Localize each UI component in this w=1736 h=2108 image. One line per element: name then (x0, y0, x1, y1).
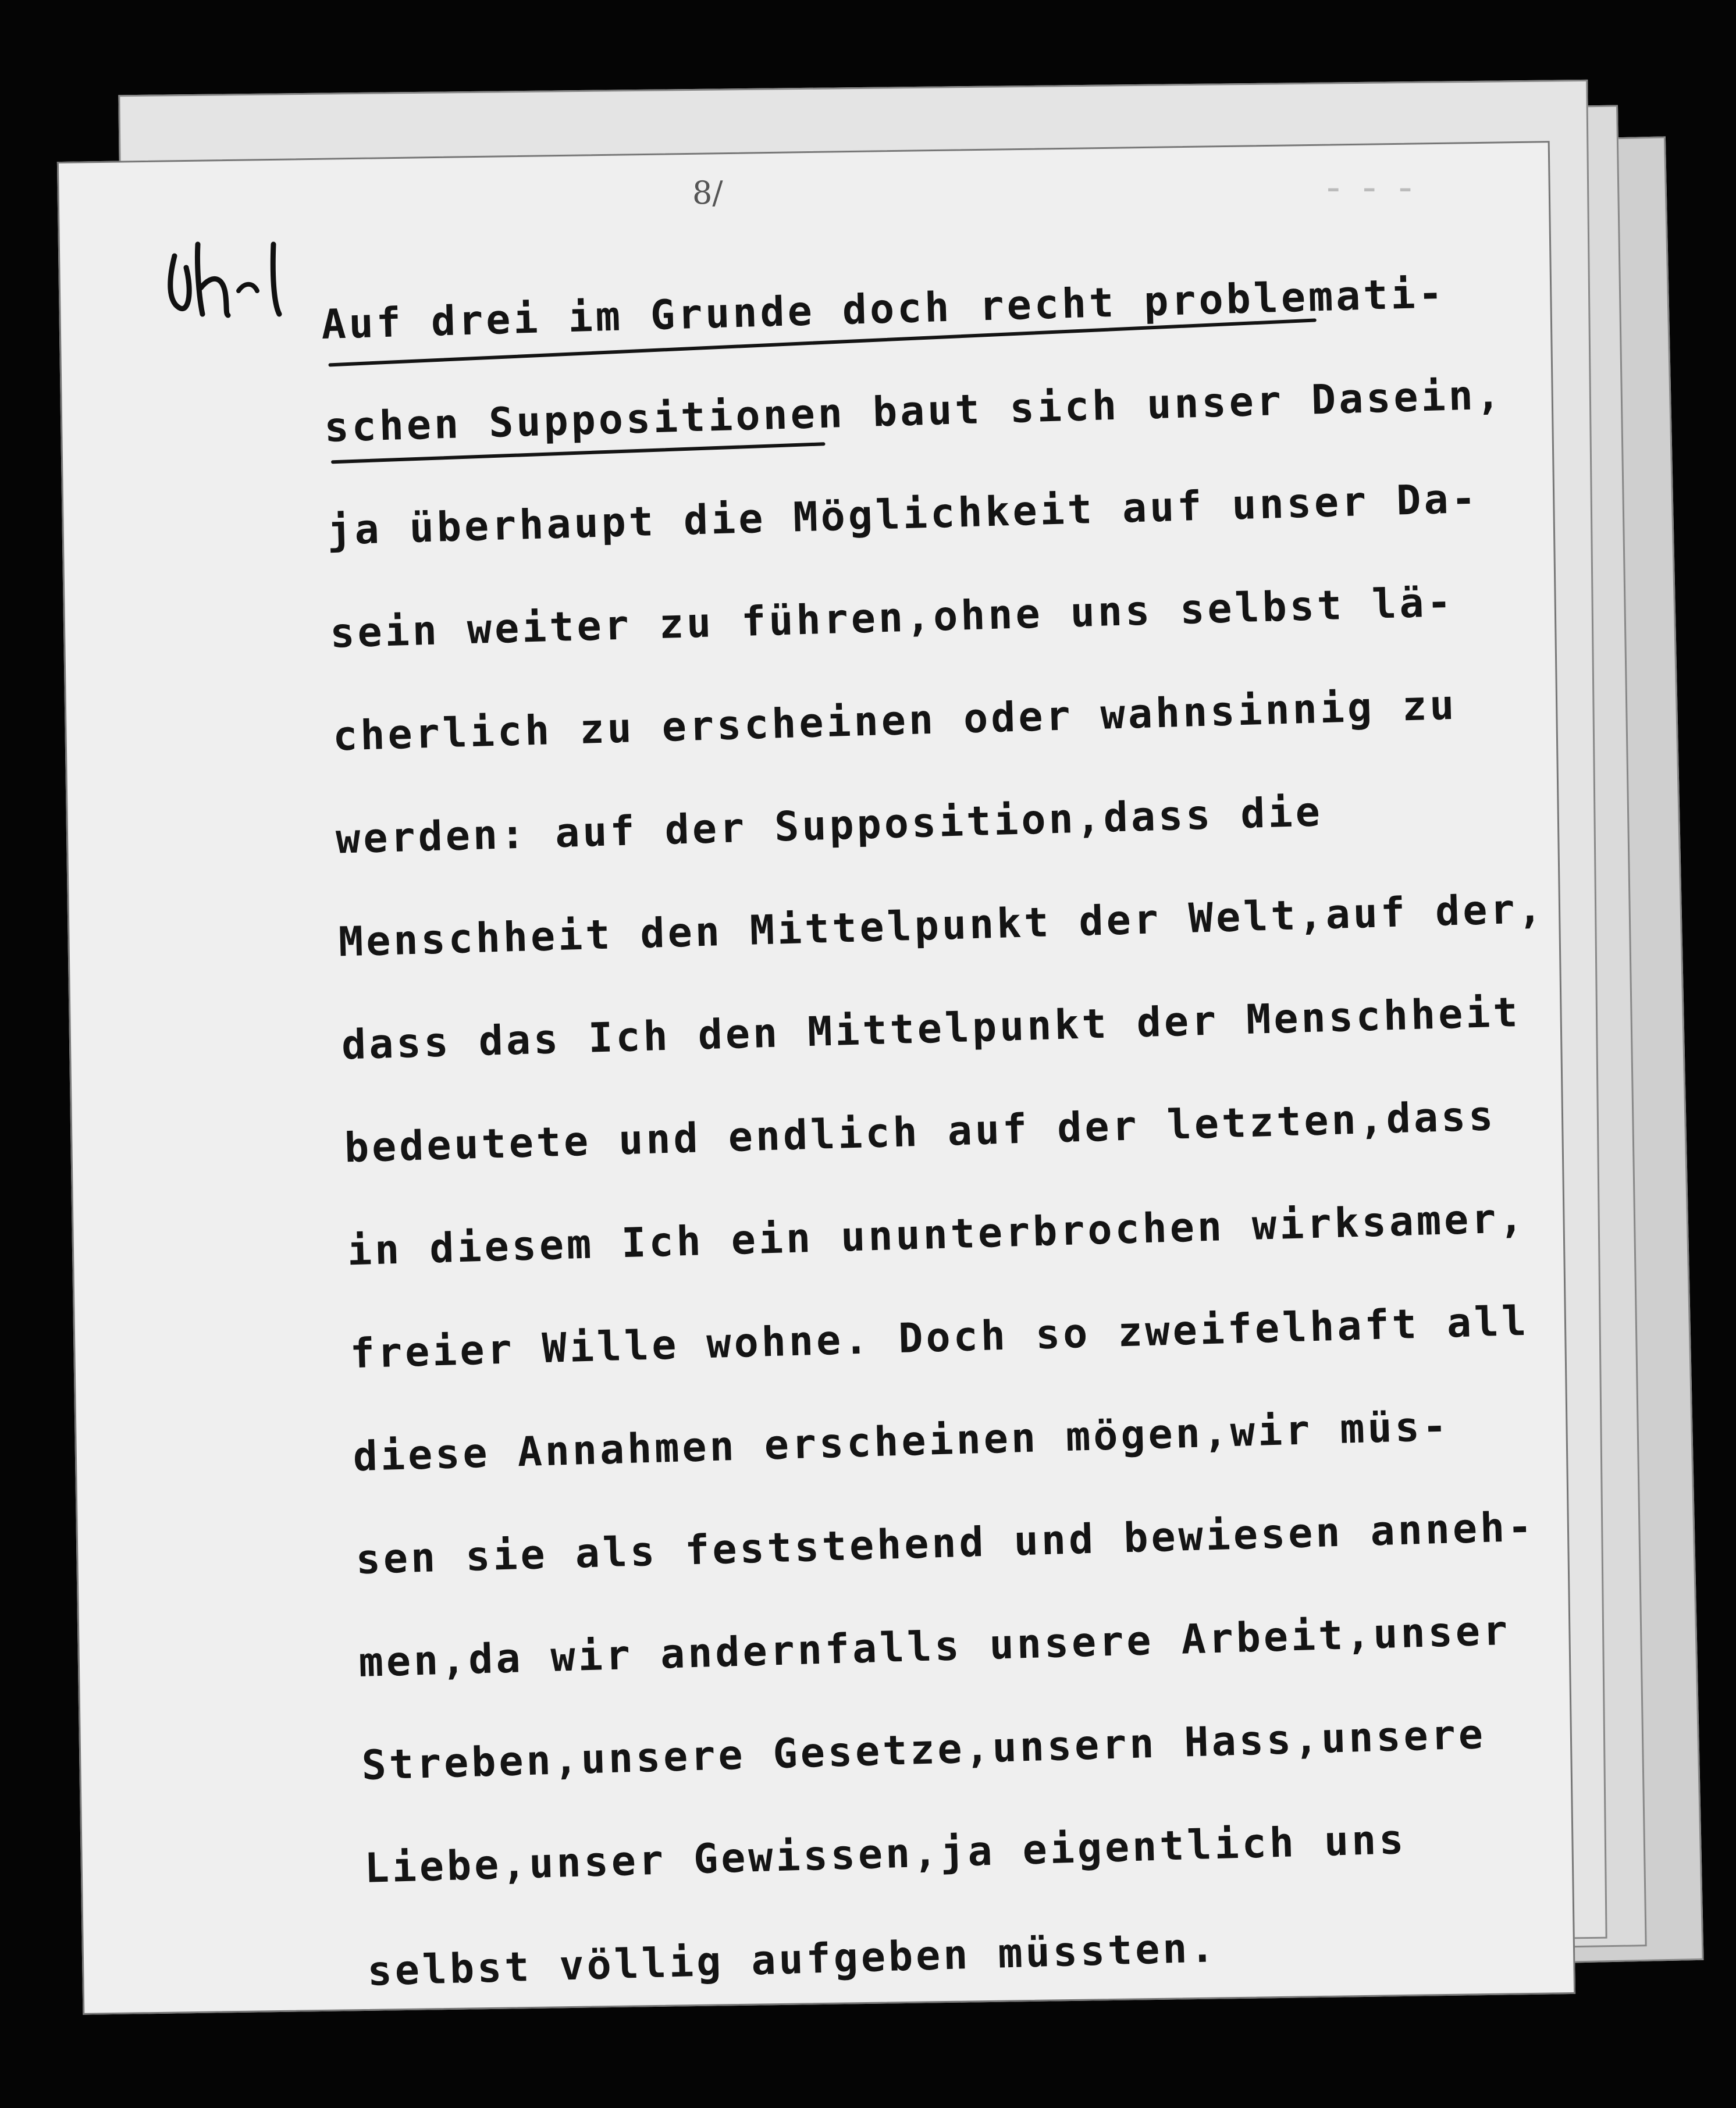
typed-line: werden: auf der Supposition,dass die (335, 788, 1324, 863)
typed-line: cherlich zu erscheinen oder wahnsinnig zu (332, 681, 1458, 760)
typed-paragraph (320, 242, 1546, 2023)
faint-corner-scribble: - - - (1326, 163, 1417, 211)
typed-line: Liebe,unser Gewissen,ja eigentlich uns (364, 1815, 1407, 1892)
typed-line: sein weiter zu führen,ohne uns selbst lä- (329, 578, 1455, 657)
typed-line: diese Annahmen erscheinen mögen,wir müs- (352, 1402, 1450, 1481)
stray-pencil-mark: 8/ (692, 175, 723, 211)
typed-line: Menschheit den Mittelpunkt der Welt,auf der, (337, 884, 1546, 966)
typed-line: in diesem Ich ein ununterbrochen wirksamer, (346, 1194, 1527, 1275)
typed-line: men,da wir andernfalls unsere Arbeit,unser (358, 1606, 1511, 1687)
typed-line: schen Suppositionen baut sich unser Dasein, (323, 371, 1504, 451)
typed-line: sen sie als feststehend und bewiesen anneh- (355, 1502, 1536, 1584)
typed-line: dass das Ich den Mittelpunkt der Menschheit (340, 988, 1521, 1069)
typed-line: ja überhaupt die Möglichkeit auf unser Da- (326, 474, 1479, 554)
typed-line: selbst völlig aufgeben müssten. (367, 1924, 1218, 1995)
typed-line: freier Wille wohne. Doch so zweifelhaft all (349, 1297, 1530, 1378)
handwritten-annotation (157, 233, 308, 334)
typed-line: Auf drei im Grunde doch recht problemati- (321, 269, 1446, 348)
handwritten-ihr-signature (157, 233, 308, 332)
typed-line: Streben,unsere Gesetze,unsern Hass,unsere (361, 1710, 1486, 1789)
typed-line: bedeutete und endlich auf der letzten,dass (343, 1092, 1497, 1172)
